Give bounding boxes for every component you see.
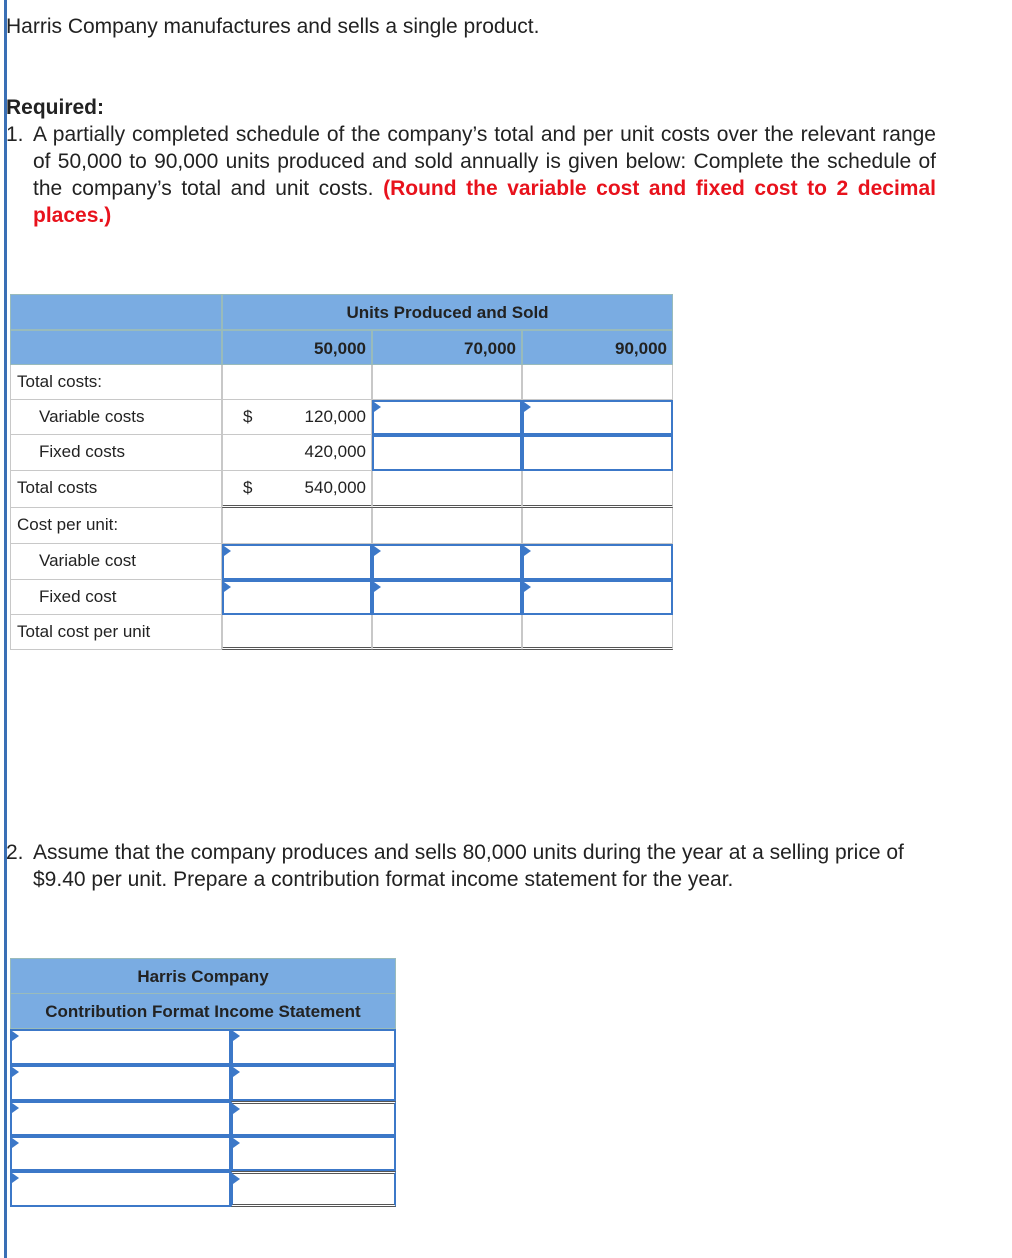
currency-symbol: $ — [243, 478, 253, 497]
input-marker-icon — [233, 1174, 240, 1184]
fixed-cost-per-unit-50000-input[interactable] — [222, 580, 372, 615]
empty-cell — [522, 508, 673, 544]
empty-cell — [222, 508, 372, 544]
income-statement-row-3-label-input[interactable] — [10, 1101, 231, 1136]
variable-cost-per-unit-70000-input[interactable] — [372, 544, 522, 580]
input-marker-icon — [233, 1067, 240, 1077]
income-statement-row-5-amount-input[interactable] — [231, 1171, 396, 1207]
input-marker-icon — [233, 1104, 240, 1114]
input-marker-icon — [12, 1067, 19, 1077]
total-cost-per-unit-label: Total cost per unit — [10, 615, 222, 650]
input-marker-icon — [233, 1138, 240, 1148]
fixed-costs-50000: 420,000 — [222, 435, 372, 471]
intro-text: Harris Company manufactures and sells a single product. — [6, 15, 540, 38]
empty-cell — [522, 365, 673, 400]
fixed-cost-per-unit-70000-input[interactable] — [372, 580, 522, 615]
income-statement-company: Harris Company — [10, 958, 396, 994]
empty-cell — [222, 365, 372, 400]
income-statement-row-3-amount-input[interactable] — [231, 1101, 396, 1136]
variable-costs-label: Variable costs — [10, 400, 222, 435]
input-marker-icon — [524, 582, 531, 592]
input-marker-icon — [224, 582, 231, 592]
input-marker-icon — [224, 546, 231, 556]
fixed-costs-70000-input[interactable] — [372, 435, 522, 471]
variable-costs-70000-input[interactable] — [372, 400, 522, 435]
income-statement-row-2-amount-input[interactable] — [231, 1065, 396, 1101]
income-statement-row-1-amount-input[interactable] — [231, 1029, 396, 1065]
empty-cell — [372, 508, 522, 544]
variable-cost-per-unit-90000-input[interactable] — [522, 544, 673, 580]
total-cost-per-unit-70000 — [372, 615, 522, 650]
question-1-number: 1. — [6, 123, 24, 146]
units-produced-header: Units Produced and Sold — [222, 294, 673, 330]
question-2-number: 2. — [6, 841, 24, 864]
input-marker-icon — [12, 1103, 19, 1113]
header-blank-label-cell-2 — [10, 330, 222, 365]
input-marker-icon — [233, 1031, 240, 1041]
total-costs-heading: Total costs: — [10, 365, 222, 400]
question-1-text: A partially completed schedule of the company’s total and per unit costs over the relevant range of 50,000 to 90,000 units produced and sold annually is given below: Complete the schedule of the company’s total and unit costs. — [33, 123, 936, 200]
variable-costs-90000-input[interactable] — [522, 400, 673, 435]
input-marker-icon — [12, 1138, 19, 1148]
empty-cell — [372, 365, 522, 400]
required-heading: Required: — [6, 96, 105, 119]
variable-cost-per-unit-label: Variable cost — [10, 544, 222, 580]
total-costs-50000-value: 540,000 — [304, 478, 366, 497]
input-marker-icon — [524, 402, 531, 412]
currency-symbol: $ — [243, 407, 253, 426]
total-cost-per-unit-90000 — [522, 615, 673, 650]
variable-cost-per-unit-50000-input[interactable] — [222, 544, 372, 580]
question-1-rounding-note: (Round the variable cost and fixed cost to 2 decimal places.) — [33, 177, 936, 227]
fixed-costs-label: Fixed costs — [10, 435, 222, 471]
input-marker-icon — [374, 546, 381, 556]
total-costs-50000 — [222, 471, 372, 508]
income-statement-row-4-label-input[interactable] — [10, 1136, 231, 1171]
input-marker-icon — [374, 402, 381, 412]
input-marker-icon — [12, 1031, 19, 1041]
column-header-50000: 50,000 — [222, 330, 372, 365]
fixed-cost-per-unit-90000-input[interactable] — [522, 580, 673, 615]
question-2 — [6, 839, 936, 893]
total-costs-label: Total costs — [10, 471, 222, 508]
income-statement-row-5-label-input[interactable] — [10, 1171, 231, 1207]
total-cost-per-unit-50000 — [222, 615, 372, 650]
fixed-costs-90000-input[interactable] — [522, 435, 673, 471]
income-statement-row-2-label-input[interactable] — [10, 1065, 231, 1101]
question-2-text: Assume that the company produces and sells 80,000 units during the year at a selling price of $9.40 per unit. Prepare a contribution format income statement for the year. — [33, 841, 904, 891]
total-costs-70000 — [372, 471, 522, 508]
income-statement-row-4-amount-input[interactable] — [231, 1136, 396, 1171]
column-header-70000: 70,000 — [372, 330, 522, 365]
income-statement-title: Contribution Format Income Statement — [10, 994, 396, 1029]
variable-costs-50000 — [222, 400, 372, 435]
fixed-cost-per-unit-label: Fixed cost — [10, 580, 222, 615]
input-marker-icon — [524, 546, 531, 556]
input-marker-icon — [12, 1173, 19, 1183]
cost-per-unit-heading: Cost per unit: — [10, 508, 222, 544]
header-blank-label-cell — [10, 294, 222, 330]
total-costs-90000 — [522, 471, 673, 508]
question-1 — [6, 121, 936, 229]
income-statement-row-1-label-input[interactable] — [10, 1029, 231, 1065]
input-marker-icon — [374, 582, 381, 592]
column-header-90000: 90,000 — [522, 330, 673, 365]
variable-costs-50000-value: 120,000 — [304, 407, 366, 426]
